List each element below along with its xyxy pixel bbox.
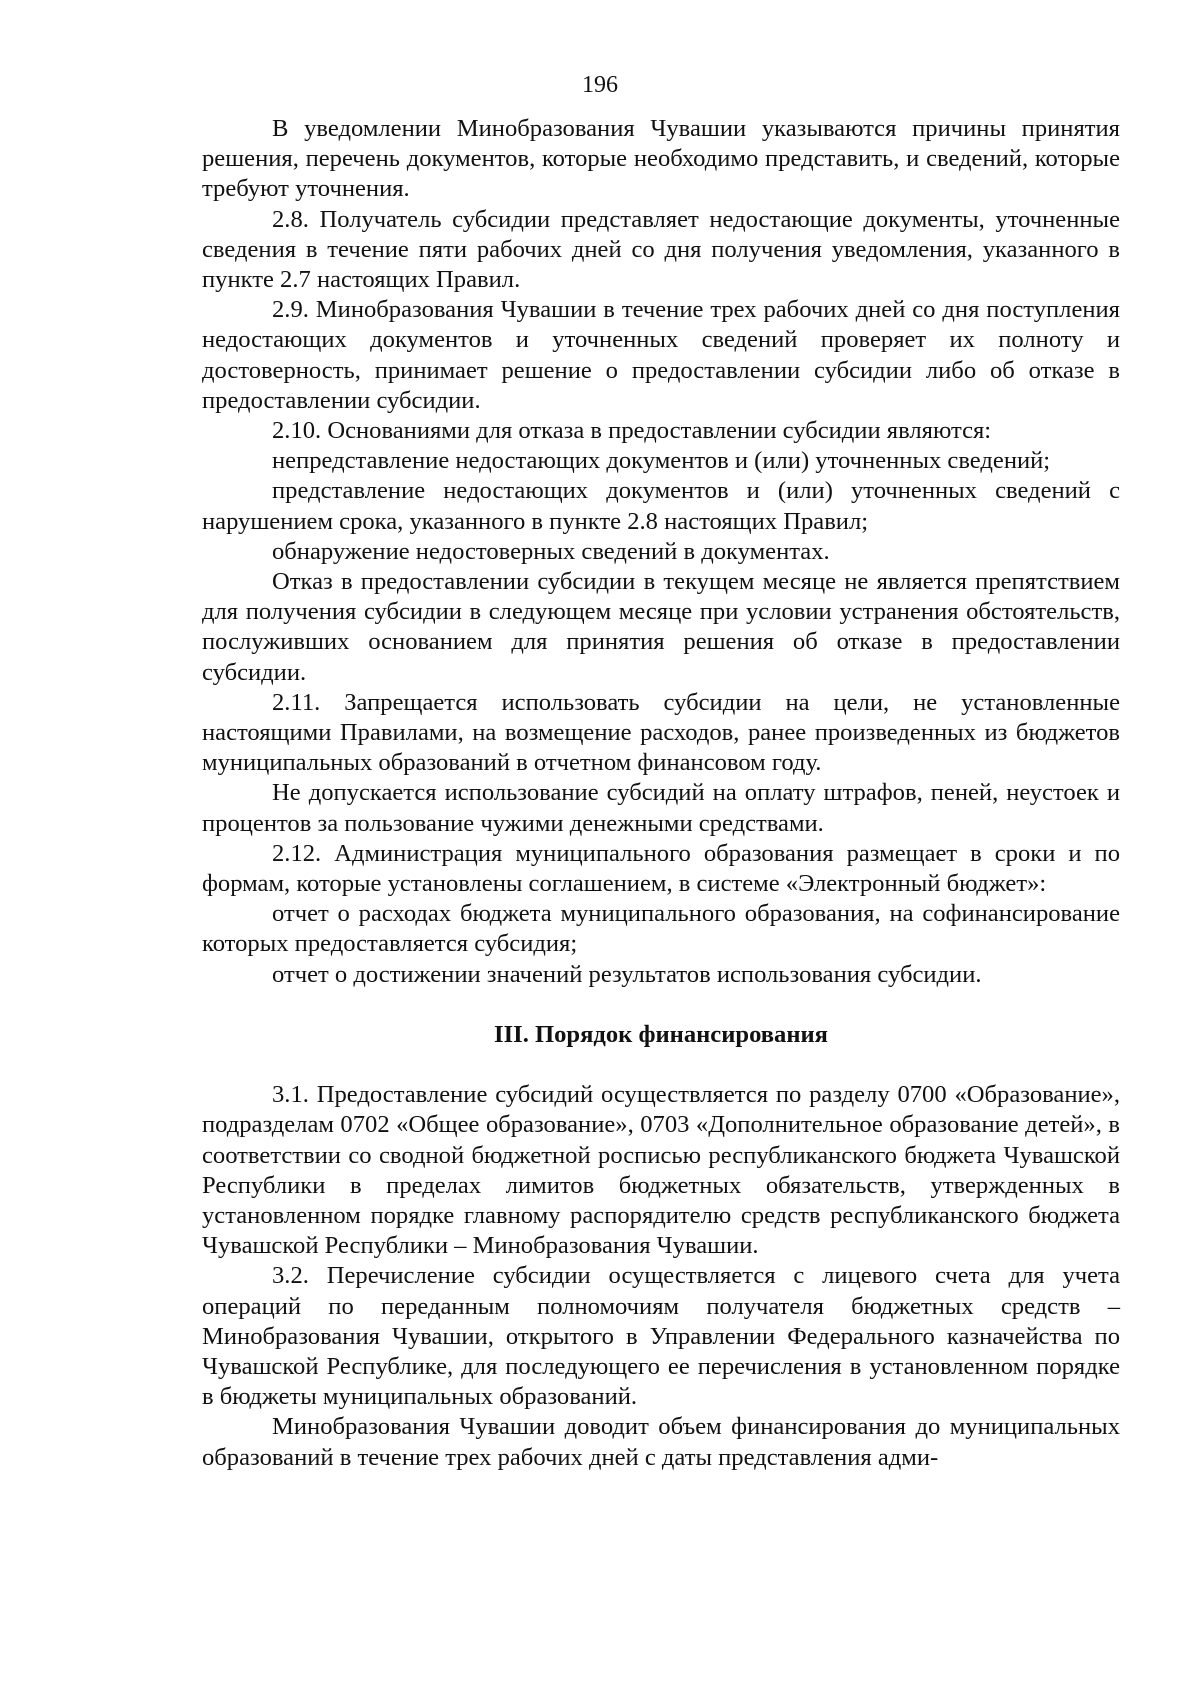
document-body — [202, 114, 1120, 1473]
paragraph: обнаружение недостоверных сведений в документах. — [272, 537, 830, 565]
paragraph: отчет о расходах бюджета муниципального образования, на софинансирование которых предоставляется субсидия; — [202, 900, 1120, 958]
paragraph: 2.11. Запрещается использовать субсидии на цели, не установленные настоящими Правилами, на возмещение расходов, ранее произведенных из бюджетов муниципальных образований в отчетном финансовом году. — [202, 688, 1120, 777]
paragraph: 2.12. Администрация муниципального образования размещает в сроки и по формам, которые установлены соглашением, в системе «Электронный бюджет»: — [202, 839, 1120, 898]
paragraph: представление недостающих документов и (или) уточненных сведений с нарушением срока, указанного в пункте 2.8 настоящих Правил; — [202, 477, 1120, 535]
paragraph: Не допускается использование субсидий на оплату штрафов, пеней, неустоек и процентов за пользование чужими денежными средствами. — [202, 779, 1120, 837]
paragraph: 2.9. Минобразования Чувашии в течение трех рабочих дней со дня поступления недостающих документов и уточненных сведений проверяет их полноту и достоверность, принимает решение о предоставлении субсидии либо об отказе в предоставлении субсидии. — [202, 296, 1120, 414]
paragraph: Отказ в предоставлении субсидии в текущем месяце не является препятствием для получения субсидии в следующем месяце при условии устранения обстоятельств, послуживших основанием для принятия решения об отказе в предоставлении субсидии. — [202, 568, 1120, 686]
paragraph: отчет о достижении значений результатов использования субсидии. — [272, 960, 982, 988]
paragraph: В уведомлении Минобразования Чувашии указываются причины принятия решения, перечень документов, которые необходимо представить, и сведений, которые требуют уточнения. — [202, 115, 1120, 203]
paragraph: 3.2. Перечисление субсидии осуществляется с лицевого счета для учета операций по переданным полномочиям получателя бюджетных средств – Минобразования Чувашии, открытого в Управлении Федерального казначейства по Чувашской Республике, для последующего ее перечисления в установленном порядке в бюджеты муниципальных образований. — [202, 1262, 1120, 1411]
section-heading: III. Порядок финансирования — [494, 1020, 828, 1048]
paragraph: Минобразования Чувашии доводит объем финансирования до муниципальных образований в течение трех рабочих дней с даты представления адми- — [202, 1413, 1120, 1471]
paragraph: 2.10. Основаниями для отказа в предоставлении субсидии являются: — [272, 417, 992, 445]
page-number: 196 — [582, 72, 618, 98]
paragraph: непредставление недостающих документов и (или) уточненных сведений; — [272, 447, 1051, 475]
paragraph: 2.8. Получатель субсидии представляет недостающие документы, уточненные сведения в течение пяти рабочих дней со дня получения уведомления, указанного в пункте 2.7 настоящих Правил. — [202, 205, 1120, 294]
paragraph: 3.1. Предоставление субсидий осуществляется по разделу 0700 «Образование», подразделам 0702 «Общее образование», 0703 «Дополнительное образование детей», в соответствии со сводной бюджетной росписью республиканского бюджета Чувашской Республики в пределах лимитов бюджетных обязательств, утвержденных в установленном порядке главному распорядителю средств республиканского бюджета Чувашской Республики – Минобразования Чувашии. — [202, 1081, 1120, 1260]
